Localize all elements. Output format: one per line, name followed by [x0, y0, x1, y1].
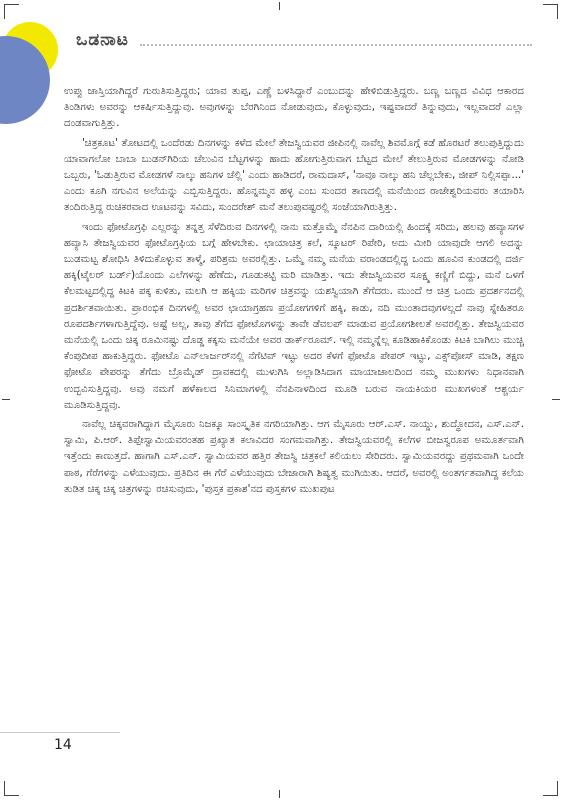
crop-mark-top-right	[543, 4, 558, 19]
registration-tick-right	[552, 399, 560, 400]
header-dotted-rule	[140, 44, 532, 46]
crop-mark-bottom-right	[543, 781, 558, 796]
paragraph: ನಾವೆಲ್ಲ ಚಿಕ್ಕವರಾಗಿದ್ದಾಗ ಮೈಸೂರು ನಿಜಕ್ಕೂ ಸಾಂಸ್ಕೃತಿಕ ನಗರಿಯಾಗಿತ್ತು. ಆಗ ಮೈಸೂರು ಆರ್.ಎಸ್. ನಾಯ್ಡು, ಶುದ್ಧೋದನ, ಎಸ್.ಎನ್. ಸ್ವಾಮಿ, ಪಿ.ಆರ್. ತಿಪ್ಪೇಸ್ವಾಮಿಯವರಂತಹ ಪ್ರಖ್ಯಾತ ಕಲಾವಿದರ ಸಂಗಮವಾಗಿತ್ತು. ತೇಜಸ್ವಿಯವರಲ್ಲಿ ಕಲೆಗಳ ಬೀಜಸ್ವರೂಪ ಅಮೂರ್ತವಾಗಿ ಇತ್ತೆಂದು ಕಾಣುತ್ತದೆ. ಹಾಗಾಗಿ ಎಸ್.ಎನ್. ಸ್ವಾಮಿಯವರ ಹತ್ತಿರ ತೇಜಸ್ವಿ ಚಿತ್ರಕಲೆ ಕಲಿಯಲು ಸೇರಿದರು. ಸ್ವಾಮಿಯವರದ್ದು ಪ್ರಥಮವಾಗಿ ಒಂದೇ ಪಾಠ, ಗೆರೆಗಳನ್ನು ಎಳೆಯುವುದು. ಪ್ರತಿದಿನ ಈ ಗೆರೆ ಎಳೆಯುವುದು ಬೇಜಾರಾಗಿ ಶಿಷ್ಯತ್ವ ಮುಗಿಯಿತು. ಆದರೆ, ಅವರಲ್ಲಿ ಅಂತರ್ಗತವಾಗಿದ್ದ ಕಲೆಯ ತುಡಿತ ಚಿಕ್ಕ ಚಿಕ್ಕ ಚಿತ್ರಗಳನ್ನು ರಚಿಸುವುದು, 'ಪುಸ್ತಕ ಪ್ರಕಾಶ'ನದ ಪುಸ್ತಕಗಳ ಮುಖಪುಟ	[64, 419, 524, 495]
paragraph: 'ಚಿತ್ರಕೂಟ' ತೋಟದಲ್ಲಿ ಒಂದೆರಡು ದಿನಗಳನ್ನು ಕಳೆದ ಮೇಲೆ ತೇಜಸ್ವಿಯವರ ಜೀಪಿನಲ್ಲಿ ನಾವೆಲ್ಲ ಶಿವಮೊಗ್ಗೆ ಕಡೆ ಹೊರಟರೆ ತಲುಪುತ್ತಿದ್ದುದು ಯಾವಾಗಲೋ ಬಾಬಾ ಬುಡನ್‌ಗಿರಿಯ ಚೆಲುವಿನ ಬೆಟ್ಟಗಳನ್ನು ಹಾದು ಹೋಗುತ್ತಿರುವಾಗ ಬೆಟ್ಟದ ಮೇಲೆ ತೇಲುತ್ತಿರುವ ಮೋಡಗಳನ್ನು ನೋಡಿ ಒಬ್ಬರು, 'ಓಡುತ್ತಿರುವ ಮೋಡಗಳೆ ನಾಲ್ಕು ಹನಿಗಳ ಚೆಲ್ಲಿ' ಎಂದು ಹಾಡಿದರೆ, ರಾಮದಾಸ್, 'ನಾವೂ ನಾಲ್ಕು ಹನಿ ಚೆಲ್ಲಬೇಕು, ಜೀಪ್ ನಿಲ್ಲಿಸಪ್ಪಾ...' ಎಂದು ಕೂಗಿ ನಗುವಿನ ಅಲೆಯನ್ನು ಎಬ್ಬಿಸುತ್ತಿದ್ದರು. ಹೊನ್ನಮ್ಮನ ಹಳ್ಳ ಎಂಬ ಸುಂದರ ತಾಣದಲ್ಲಿ ಮನೆಯಿಂದ ರಾಜೇಶ್ವರಿಯವರು ತಯಾರಿಸಿ ತಂದಿರುತ್ತಿದ್ದ ರುಚಿಕರವಾದ ಊಟವನ್ನು ಸವಿದು, ಸುಂದರೇಶ್ ಮನೆ ತಲುಪುವಷ್ಟರಲ್ಲಿ ಸಂಜೆಯಾಗಿರುತ್ತಿತ್ತು.	[64, 137, 524, 214]
registration-tick-top	[279, 2, 280, 10]
paragraph: ಇಂದು ಫೋಟೊಗ್ರಫಿ ಎಲ್ಲರನ್ನು ತನ್ನತ್ತ ಸೆಳೆದಿರುವ ದಿನಗಳಲ್ಲಿ ನಾನು ಮತ್ತೊಮ್ಮೆ ನೆನಪಿನ ದಾರಿಯಲ್ಲಿ ಹಿಂದಕ್ಕೆ ಸರಿದು, ಹಲವು ಹವ್ಯಾಸಗಳ ಹವ್ಯಾಸಿ ತೇಜಸ್ವಿಯವರ ಫೋಟೊಗ್ರಫಿಯ ಬಗ್ಗೆ ಹೇಳಬೇಕು. ಛಾಯಾಚಿತ್ರ ಕಲೆ, ಸ್ಕೂಟರ್ ರಿಪೇರಿ, ಅದು ಮೀರಿ ಯಾವುದೇ ಆಗಲಿ ಅದನ್ನು ಬುಡಮಟ್ಟ ಶೋಧಿಸಿ ತಿಳಿದುಕೊಳ್ಳುವ ತಾಳ್ಮೆ, ಪರಿಶ್ರಮ ಅವರಲ್ಲಿತ್ತು. ಒಮ್ಮೆ ನಮ್ಮ ಮನೆಯ ವರಾಂಡದಲ್ಲಿದ್ದ ಒಂದು ಹೂವಿನ ಕುಂಡದಲ್ಲಿ ದರ್ಜಿ ಹಕ್ಕಿ(ಟೈಲರ್ ಬರ್ಡ್)ಯೊಂದು ಎಲೆಗಳನ್ನು ಹೆಣೆದು, ಗೂಡುಕಟ್ಟಿ ಮರಿ ಮಾಡಿತ್ತು. ಇದು ತೇಜಸ್ವಿಯವರ ಸೂಕ್ಷ್ಮ ಕಣ್ಣಿಗೆ ಬಿದ್ದು, ಮನೆ ಒಳಗೆ ಕೆಲಮಟ್ಟದಲ್ಲಿದ್ದ ಕಿಟಕಿ ಪಕ್ಕ ಕುಳಿತು, ಮಲಗಿ ಆ ಹಕ್ಕಿಯ ಮರಿಗಳ ಚಿತ್ರವನ್ನು ಯಶಸ್ವಿಯಾಗಿ ತೆಗೆದರು. ಮುಂದೆ ಆ ಚಿತ್ರ ಒಂದು ಪ್ರದರ್ಶನದಲ್ಲಿ ಪ್ರದರ್ಶಿತವಾಯಿತು. ಪ್ರಾರಂಭಿಕ ದಿನಗಳಲ್ಲಿ ಅವರ ಛಾಯಾಗ್ರಹಣ ಪ್ರಯೋಗಗಳಿಗೆ ಹಕ್ಕಿ, ಕಾಡು, ನದಿ ಮುಂತಾದವುಗಳಲ್ಲದೆ ನಾವು ಸ್ನೇಹಿತರೂ ರೂಪದರ್ಶಿಗಳಾಗುತ್ತಿದ್ದೆವು. ಅಷ್ಟೆ ಅಲ್ಲ, ತಾವು ತೆಗೆದ ಫೋಟೊಗಳನ್ನು ತಾವೇ ಡೆವಲಪ್ ಮಾಡುವ ಪ್ರಯೋಗಶೀಲತೆ ಅವರಲ್ಲಿತ್ತು. ತೇಜಸ್ವಿಯವರ ಮನೆಯಲ್ಲಿ ಒಂದು ಚಿಕ್ಕ ರೂಮಿನಷ್ಟು ದೊಡ್ಡ ಕಕ್ಕಸು ಮನೆಯೇ ಅವರ ಡಾರ್ಕ್‌ರೂಮ್. ಇಲ್ಲಿ ನಮ್ಮನ್ನೆಲ್ಲ ಕೂಡಿಹಾಕಿಕೊಂಡು ಕಿಟಕಿ ಬಾಗಿಲು ಮುಚ್ಚಿ ಕೆಂಪುದೀಪ ಹಾಕುತ್ತಿದ್ದರು. ಫೋಟೊ ಎನ್‌ಲಾರ್ಜರ್‌ನಲ್ಲಿ ನೆಗೆಟಿವ್ ಇಟ್ಟು ಅದರ ಕೆಳಗೆ ಫೋಟೊ ಪೇಪರ್ ಇಟ್ಟು, ಎಕ್ಸ್‌ಪೋಸ್ ಮಾಡಿ, ತಕ್ಷಣ ಫೋಟೊ ಪೇಪರನ್ನು ತೆಗೆದು ಬ್ರೊಮೈಡ್ ದ್ರಾವಕದಲ್ಲಿ ಮುಳುಗಿಸಿ ಅಲ್ಲಾಡಿಸಿದಾಗ ಮಾಯಾಜಾಲದಿಂದ ನಮ್ಮ ಮುಖಗಳು ನಿಧಾನವಾಗಿ ಉದ್ಭವಿಸುತ್ತಿದ್ದವು. ಅವು ನಮಗೆ ಹಳೆಕಾಲದ ಸಿನಿಮಾಗಳಲ್ಲಿ ನೆನಪಿನಾಳದಿಂದ ಮೂಡಿ ಬರುವ ನಾಯಕಿಯರ ಮುಖಗಳಂತೆ ಆಶ್ಚರ್ಯ ಮೂಡಿಸುತ್ತಿದ್ದವು.	[64, 221, 524, 411]
page-number: 14	[54, 737, 72, 753]
registration-tick-bottom	[279, 790, 280, 798]
crop-mark-bottom-left	[4, 781, 19, 796]
registration-tick-left	[2, 399, 10, 400]
section-title: ಒಡನಾಟ	[76, 30, 129, 50]
body-text	[64, 84, 524, 501]
paragraph: ಉಪ್ಪು ಜಾಸ್ತಿಯಾಗಿದ್ದರೆ ಗುರುತಿಸುತ್ತಿದ್ದರು; ಯಾವ ತುಪ್ಪ, ಎಣ್ಣೆ ಬಳಸಿದ್ದಾರೆ ಎಂಬುದನ್ನು ಹೇಳಿಬಿಡುತ್ತಿದ್ದರು. ಬಣ್ಣ ಬಣ್ಣದ ವಿವಿಧ ಆಕಾರದ ತಿಂಡಿಗಳು ಅವರನ್ನು ಆಕರ್ಷಿಸುತ್ತಿದ್ದುವು. ಅವುಗಳನ್ನು ಬೆರಗಿನಿಂದ ನೋಡುವುದು, ಕೊಳ್ಳುವುದು, ಇಷ್ಟವಾದರೆ ತಿನ್ನುವುದು, ಇಲ್ಲವಾದರೆ ಎಲ್ಲಾ ದಂಡವಾಗುತ್ತಿತ್ತು.	[64, 86, 524, 130]
footer-rule	[0, 732, 120, 733]
